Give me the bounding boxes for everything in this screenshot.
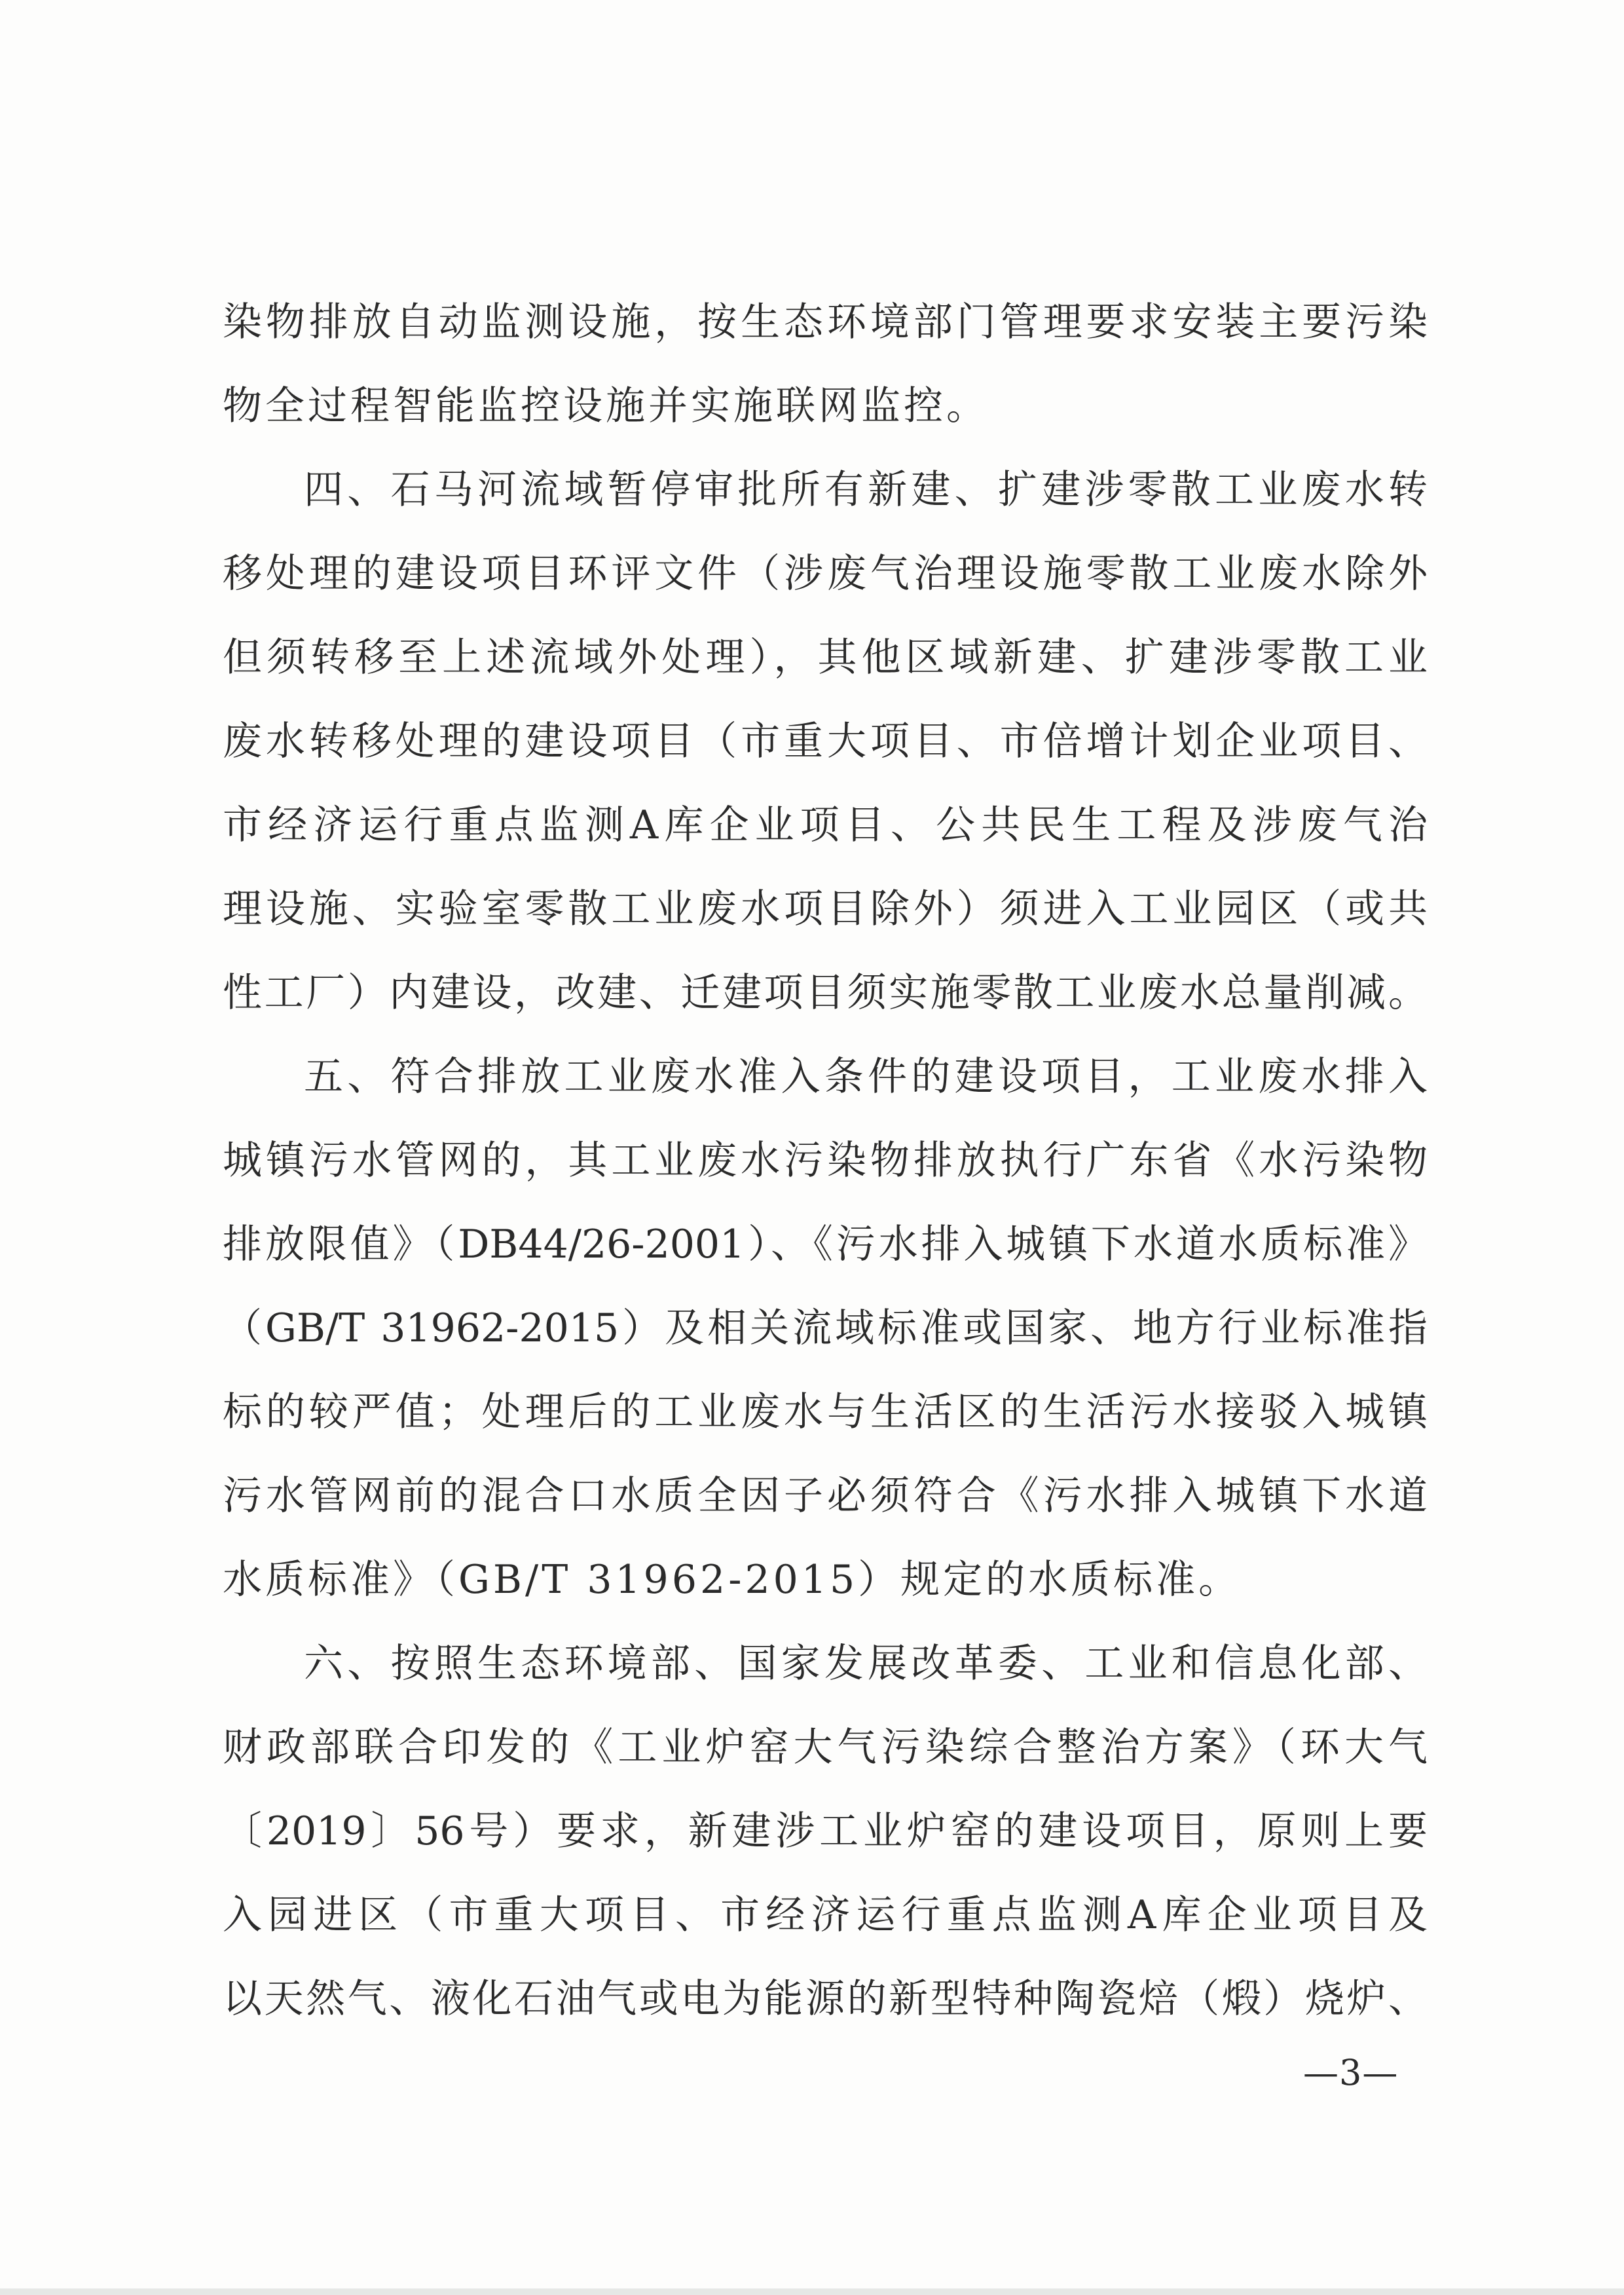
text-line-1: 染物排放自动监测设施，按生态环境部门管理要求安装主要污染: [223, 299, 1428, 345]
text-line-15: 污水管网前的混合口水质全因子必须符合《污水排入城镇下水道: [223, 1473, 1428, 1519]
text-line-21: 以天然气、液化石油气或电为能源的新型特种陶瓷焙（煅）烧炉、: [223, 1976, 1428, 2022]
page-number: —3—: [1303, 2052, 1399, 2093]
scan-edge-divider: [0, 2288, 1624, 2295]
text-line-13: （GB/T 31962-2015）及相关流域标准或国家、地方行业标准指: [223, 1305, 1428, 1351]
text-line-8: 理设施、实验室零散工业废水项目除外）须进入工业园区（或共: [223, 886, 1428, 932]
text-line-14: 标的较严值；处理后的工业废水与生活区的生活污水接驳入城镇: [223, 1389, 1428, 1435]
body-text: [223, 280, 1428, 2041]
text-line-7: 市经济运行重点监测A库企业项目、公共民生工程及涉废气治: [223, 802, 1428, 848]
text-line-17: 六、按照生态环境部、国家发展改革委、工业和信息化部、: [304, 1641, 1428, 1687]
text-line-3: 四、石马河流域暂停审批所有新建、扩建涉零散工业废水转: [304, 467, 1428, 513]
text-line-10: 五、符合排放工业废水准入条件的建设项目，工业废水排入: [304, 1054, 1428, 1100]
text-line-12: 排放限值》（DB44/26-2001）、《污水排入城镇下水道水质标准》: [223, 1222, 1428, 1267]
text-line-11: 城镇污水管网的，其工业废水污染物排放执行广东省《水污染物: [223, 1138, 1428, 1184]
text-line-19: 〔2019〕56号）要求，新建涉工业炉窑的建设项目，原则上要: [223, 1808, 1428, 1854]
text-line-2: 物全过程智能监控设施并实施联网监控。: [223, 383, 989, 429]
text-line-9: 性工厂）内建设，改建、迁建项目须实施零散工业废水总量削减。: [223, 970, 1428, 1016]
text-line-20: 入园进区（市重大项目、市经济运行重点监测A库企业项目及: [223, 1892, 1428, 1938]
text-line-16: 水质标准》（GB/T 31962-2015）规定的水质标准。: [223, 1557, 1242, 1603]
text-line-5: 但须转移至上述流域外处理），其他区域新建、扩建涉零散工业: [223, 635, 1428, 681]
text-line-4: 移处理的建设项目环评文件（涉废气治理设施零散工业废水除外: [223, 551, 1428, 597]
text-line-6: 废水转移处理的建设项目（市重大项目、市倍增计划企业项目、: [223, 718, 1428, 764]
text-line-18: 财政部联合印发的《工业炉窑大气污染综合整治方案》（环大气: [223, 1725, 1428, 1770]
